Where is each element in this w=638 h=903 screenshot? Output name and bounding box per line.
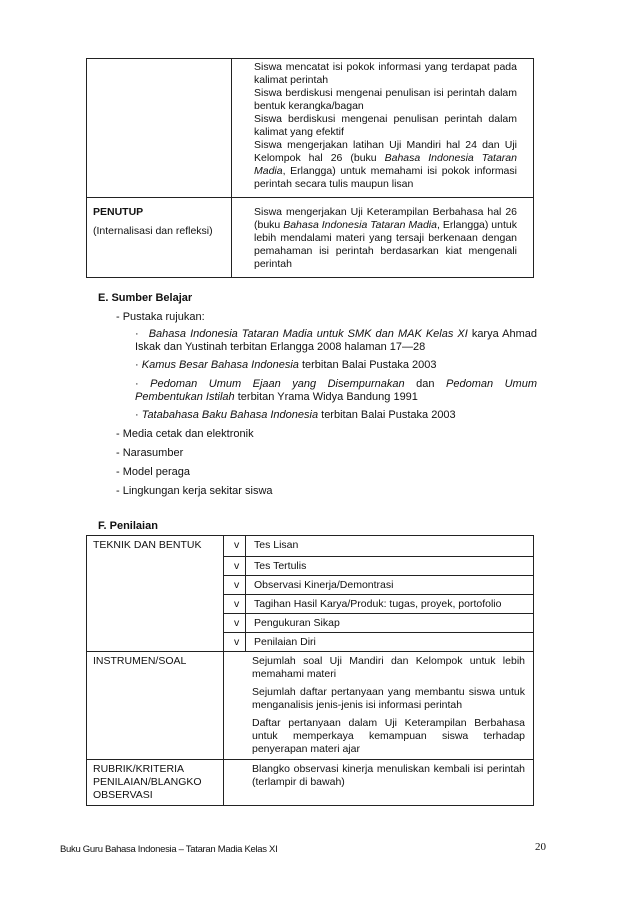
teknik-item: Tes Tertulis <box>246 557 534 576</box>
page-number: 20 <box>535 841 546 853</box>
footer-book-title: Buku Guru Bahasa Indonesia – Tataran Madia Kelas XI <box>60 844 278 855</box>
instrumen-item: Daftar pertanyaan dalam Uji Keterampilan Berbahasa untuk memperkaya kemampuan siswa terhadap penyerapan materi ajar <box>252 717 525 755</box>
penutup-label-cell <box>87 198 232 278</box>
activity-line: Siswa mencatat isi pokok informasi yang terdapat pada kalimat perintah <box>254 61 517 86</box>
bullet: · <box>135 359 139 371</box>
teknik-label: TEKNIK DAN BENTUK <box>93 539 202 551</box>
teknik-row <box>87 536 534 557</box>
source-item: - Media cetak dan elektronik <box>116 428 254 440</box>
source-item: - Model peraga <box>116 466 190 478</box>
check-mark: v <box>224 576 246 595</box>
bullet: · <box>135 409 139 421</box>
reference-item <box>135 378 537 404</box>
reference-detail: dan <box>404 378 447 390</box>
instrumen-row <box>87 652 534 760</box>
instrumen-label-cell <box>87 652 224 760</box>
activity-text: Siswa mengerjakan latihan Uji Mandiri hal 24 dan Uji Kelompok hal 26 (buku <box>254 139 517 164</box>
penutup-title: PENUTUP <box>93 206 144 218</box>
rubrik-text: Blangko observasi kinerja menuliskan kembali isi perintah (terlampir di bawah) <box>252 763 525 788</box>
bullet: · <box>135 378 139 390</box>
instrumen-item: Sejumlah soal Uji Mandiri dan Kelompok untuk lebih memahami materi <box>252 655 525 680</box>
rubrik-label-line: PENILAIAN/BLANGKO <box>93 776 202 788</box>
instrumen-label: INSTRUMEN/SOAL <box>93 655 187 667</box>
reference-title: Pedoman Umum Pembentukan Istilah <box>135 378 537 403</box>
check-mark: v <box>224 557 246 576</box>
reference-item <box>135 409 537 422</box>
activity-line <box>254 139 517 195</box>
instrumen-cell <box>224 652 534 760</box>
activity-row-penutup <box>87 198 534 278</box>
reference-detail: terbitan Balai Pustaka 2003 <box>298 359 437 371</box>
reference-detail: terbitan Yrama Widya Bandung 1991 <box>234 391 418 403</box>
penutup-description-cell <box>232 198 534 278</box>
check-mark: v <box>224 595 246 614</box>
teknik-item: Observasi Kinerja/Demontrasi <box>246 576 534 595</box>
rubrik-label-line: OBSERVASI <box>93 789 153 801</box>
teknik-label-cell <box>87 536 224 652</box>
teknik-item: Pengukuran Sikap <box>246 614 534 633</box>
reference-item <box>135 328 537 354</box>
reference-item <box>135 359 537 372</box>
reference-title: Pedoman Umum Ejaan yang Disempurnakan <box>150 378 405 390</box>
teknik-item: Tes Lisan <box>246 536 534 557</box>
rubrik-cell <box>224 760 534 806</box>
activity-label-cell-empty <box>87 59 232 198</box>
activity-table <box>86 58 534 278</box>
book-title: Bahasa Indonesia Tataran Madia <box>254 152 517 177</box>
instrumen-item: Sejumlah daftar pertanyaan yang membantu siswa untuk menganalisis jenis-jenis isi informasi perintah <box>252 686 525 711</box>
check-mark: v <box>224 536 246 557</box>
reference-detail: terbitan Balai Pustaka 2003 <box>318 409 456 421</box>
penutup-subtitle: (Internalisasi dan refleksi) <box>93 225 213 237</box>
bullet: · <box>135 328 139 340</box>
activity-row-inti <box>87 59 534 198</box>
reference-title: Bahasa Indonesia Tataran Madia untuk SMK dan MAK Kelas XI <box>148 328 468 340</box>
section-f-heading: F. Penilaian <box>98 520 158 532</box>
activity-text: , Erlangga) untuk memahami isi pokok informasi perintah secara tulis maupun lisan <box>254 165 517 190</box>
check-mark: v <box>224 614 246 633</box>
penutup-text-part: Siswa mengerjakan Uji Keterampilan Berbahasa hal 26 (buku <box>254 206 517 231</box>
teknik-item: Penilaian Diri <box>246 633 534 652</box>
pustaka-label: - Pustaka rujukan: <box>116 311 205 323</box>
activity-line: Siswa berdiskusi mengenai penulisan perintah dalam kalimat yang efektif <box>254 113 517 138</box>
check-mark: v <box>224 633 246 652</box>
reference-title: Kamus Besar Bahasa Indonesia <box>141 359 299 371</box>
book-title: Bahasa Indonesia Tataran Madia <box>283 219 437 231</box>
rubrik-label-line: RUBRIK/KRITERIA <box>93 763 185 775</box>
activity-description-cell <box>232 59 534 198</box>
reference-title: Tatabahasa Baku Bahasa Indonesia <box>141 409 319 421</box>
section-e-heading: E. Sumber Belajar <box>98 292 193 304</box>
source-item: - Narasumber <box>116 447 184 459</box>
penutup-text-part: , Erlangga) untuk lebih mendalami materi yang tersaji berkenaan dengan pemahaman isi perintah berdasarkan kiat mengenali perintah <box>254 219 517 270</box>
assessment-table <box>86 535 534 806</box>
rubrik-row <box>87 760 534 806</box>
activity-line: Siswa berdiskusi mengenai penulisan isi perintah dalam bentuk kerangka/bagan <box>254 87 517 112</box>
reference-detail: karya Ahmad Iskak dan Yustinah terbitan Erlangga 2008 halaman 17—28 <box>135 328 537 353</box>
rubrik-label-cell <box>87 760 224 806</box>
source-item: - Lingkungan kerja sekitar siswa <box>116 485 273 497</box>
penutup-text <box>254 206 517 271</box>
teknik-item: Tagihan Hasil Karya/Produk: tugas, proyek, portofolio <box>246 595 534 614</box>
